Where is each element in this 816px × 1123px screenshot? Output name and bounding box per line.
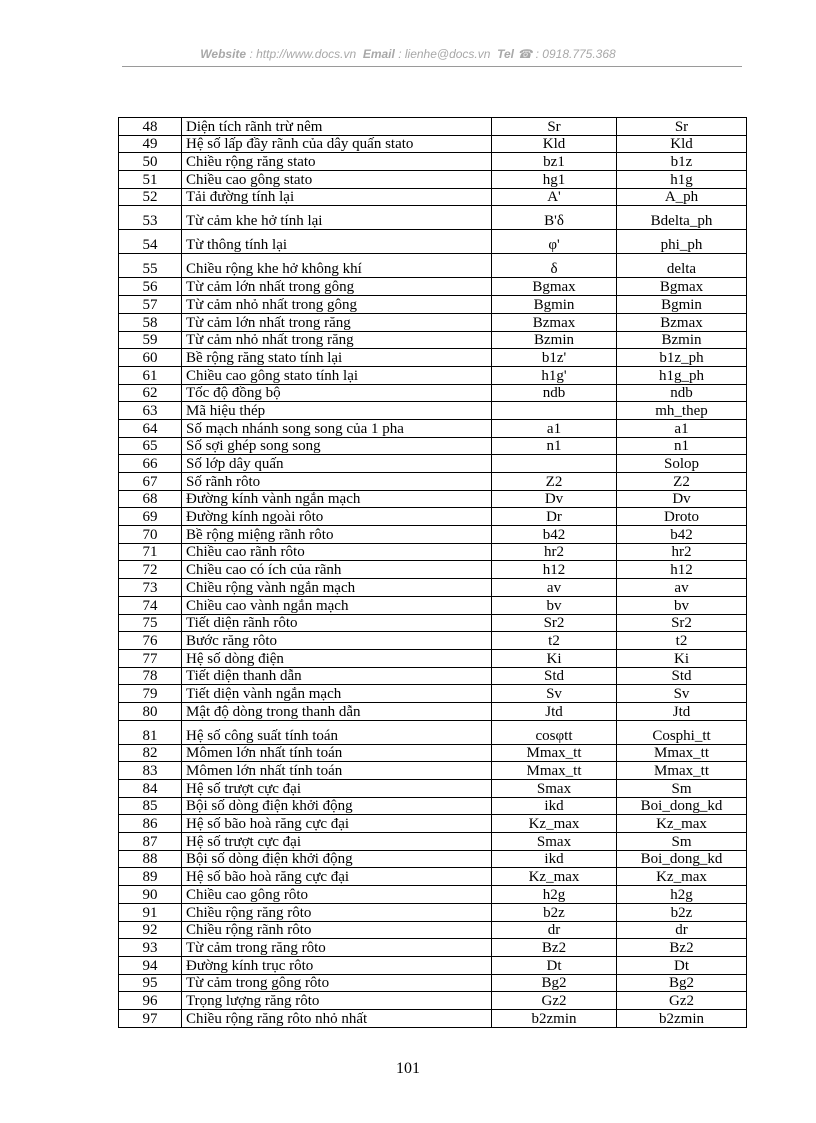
table-row	[119, 939, 747, 957]
row-symbol	[492, 402, 617, 420]
row-variable: Sr2	[617, 614, 747, 632]
table-row	[119, 455, 747, 473]
row-description: Hệ số dòng điện	[182, 649, 492, 667]
table-row	[119, 850, 747, 868]
row-description: Hệ số bão hoà răng cực đại	[182, 868, 492, 886]
table-row	[119, 649, 747, 667]
row-symbol: bv	[492, 596, 617, 614]
row-variable: Cosphi_tt	[617, 720, 747, 744]
table-row	[119, 254, 747, 278]
row-variable: Boi_dong_kd	[617, 797, 747, 815]
row-variable: av	[617, 579, 747, 597]
table-row	[119, 561, 747, 579]
row-symbol: Mmax_tt	[492, 744, 617, 762]
table-row	[119, 702, 747, 720]
row-variable: Ki	[617, 649, 747, 667]
row-description: Bước răng rôto	[182, 632, 492, 650]
row-number: 84	[119, 780, 182, 798]
row-symbol: h1g'	[492, 366, 617, 384]
row-number: 62	[119, 384, 182, 402]
row-description: Chiều rộng khe hở không khí	[182, 254, 492, 278]
table-row	[119, 437, 747, 455]
table-row	[119, 903, 747, 921]
row-symbol: Bgmin	[492, 296, 617, 314]
row-variable: Sr	[617, 118, 747, 136]
row-variable: Mmax_tt	[617, 762, 747, 780]
row-symbol: Kld	[492, 135, 617, 153]
row-symbol: bz1	[492, 153, 617, 171]
row-symbol: t2	[492, 632, 617, 650]
row-variable: dr	[617, 921, 747, 939]
row-number: 59	[119, 331, 182, 349]
email-value: : lienhe@docs.vn	[398, 47, 491, 61]
row-number: 90	[119, 886, 182, 904]
table-row	[119, 508, 747, 526]
row-variable: Bdelta_ph	[617, 206, 747, 230]
row-variable: n1	[617, 437, 747, 455]
row-variable: Z2	[617, 473, 747, 491]
row-number: 87	[119, 833, 182, 851]
row-variable: Kz_max	[617, 815, 747, 833]
row-number: 55	[119, 254, 182, 278]
row-description: Trọng lượng răng rôto	[182, 992, 492, 1010]
table-row	[119, 797, 747, 815]
row-description: Chiều cao gông stato tính lại	[182, 366, 492, 384]
table-row	[119, 685, 747, 703]
row-description: Tiết diện vành ngắn mạch	[182, 685, 492, 703]
row-number: 58	[119, 313, 182, 331]
row-number: 94	[119, 956, 182, 974]
row-number: 95	[119, 974, 182, 992]
row-variable: Sm	[617, 780, 747, 798]
row-number: 78	[119, 667, 182, 685]
row-description: Chiều rộng răng rôto nhỏ nhất	[182, 1009, 492, 1027]
row-symbol: Mmax_tt	[492, 762, 617, 780]
table-row	[119, 543, 747, 561]
row-variable: hr2	[617, 543, 747, 561]
row-number: 85	[119, 797, 182, 815]
row-number: 79	[119, 685, 182, 703]
row-symbol: b2zmin	[492, 1009, 617, 1027]
row-number: 66	[119, 455, 182, 473]
row-symbol: Kz_max	[492, 868, 617, 886]
table-body	[119, 118, 747, 1028]
row-description: Hệ số trượt cực đại	[182, 833, 492, 851]
table-row	[119, 419, 747, 437]
tel-value: ☎ : 0918.775.368	[517, 47, 616, 61]
row-variable: Mmax_tt	[617, 744, 747, 762]
row-description: Tiết diện rãnh rôto	[182, 614, 492, 632]
table-row	[119, 296, 747, 314]
page-header	[0, 47, 816, 61]
row-description: Tiết diện thanh dẫn	[182, 667, 492, 685]
row-variable: Sv	[617, 685, 747, 703]
row-symbol: B'δ	[492, 206, 617, 230]
row-symbol: Sr2	[492, 614, 617, 632]
row-number: 81	[119, 720, 182, 744]
row-symbol: Sv	[492, 685, 617, 703]
row-number: 83	[119, 762, 182, 780]
row-description: Chiều cao vành ngắn mạch	[182, 596, 492, 614]
row-description: Số rãnh rôto	[182, 473, 492, 491]
page-number: 101	[396, 1060, 420, 1077]
row-symbol: Bgmax	[492, 278, 617, 296]
row-number: 57	[119, 296, 182, 314]
row-number: 71	[119, 543, 182, 561]
row-description: Từ cảm lớn nhất trong gông	[182, 278, 492, 296]
row-number: 53	[119, 206, 182, 230]
table-row	[119, 118, 747, 136]
table-row	[119, 135, 747, 153]
row-variable: A_ph	[617, 188, 747, 206]
row-variable: mh_thep	[617, 402, 747, 420]
row-description: Bội số dòng điện khởi động	[182, 797, 492, 815]
row-symbol: Ki	[492, 649, 617, 667]
row-symbol: ikd	[492, 797, 617, 815]
row-symbol: Bg2	[492, 974, 617, 992]
row-variable: b1z	[617, 153, 747, 171]
row-symbol: Std	[492, 667, 617, 685]
row-description: Chiều rộng vành ngắn mạch	[182, 579, 492, 597]
row-symbol: hg1	[492, 171, 617, 189]
row-variable: Dt	[617, 956, 747, 974]
row-symbol: h12	[492, 561, 617, 579]
row-symbol: Dv	[492, 490, 617, 508]
row-description: Mômen lớn nhất tính toán	[182, 762, 492, 780]
table-row	[119, 815, 747, 833]
row-symbol: Sr	[492, 118, 617, 136]
row-variable: Solop	[617, 455, 747, 473]
row-variable: Kld	[617, 135, 747, 153]
row-number: 80	[119, 702, 182, 720]
row-number: 74	[119, 596, 182, 614]
row-variable: Gz2	[617, 992, 747, 1010]
row-variable: h1g	[617, 171, 747, 189]
row-symbol: b42	[492, 526, 617, 544]
row-number: 52	[119, 188, 182, 206]
row-symbol: cosφtt	[492, 720, 617, 744]
website-value: : http://www.docs.vn	[249, 47, 357, 61]
row-description: Mã hiệu thép	[182, 402, 492, 420]
table-row	[119, 206, 747, 230]
row-variable: t2	[617, 632, 747, 650]
row-description: Đường kính vành ngắn mạch	[182, 490, 492, 508]
email-label: Email	[362, 47, 395, 61]
row-number: 72	[119, 561, 182, 579]
row-number: 63	[119, 402, 182, 420]
row-variable: Droto	[617, 508, 747, 526]
row-variable: bv	[617, 596, 747, 614]
table-row	[119, 1009, 747, 1027]
table-row	[119, 402, 747, 420]
row-variable: Kz_max	[617, 868, 747, 886]
row-variable: Dv	[617, 490, 747, 508]
row-number: 51	[119, 171, 182, 189]
row-variable: a1	[617, 419, 747, 437]
row-description: Tốc độ đồng bộ	[182, 384, 492, 402]
tel-label: Tel	[497, 47, 514, 61]
row-symbol: Jtd	[492, 702, 617, 720]
row-symbol: A'	[492, 188, 617, 206]
row-number: 89	[119, 868, 182, 886]
row-number: 96	[119, 992, 182, 1010]
table-row	[119, 744, 747, 762]
table-row	[119, 614, 747, 632]
row-variable: Bz2	[617, 939, 747, 957]
table-row	[119, 921, 747, 939]
row-number: 48	[119, 118, 182, 136]
table-row	[119, 230, 747, 254]
row-symbol: Bzmax	[492, 313, 617, 331]
table-row	[119, 886, 747, 904]
row-symbol: b2z	[492, 903, 617, 921]
row-variable: phi_ph	[617, 230, 747, 254]
row-variable: b42	[617, 526, 747, 544]
row-number: 68	[119, 490, 182, 508]
row-variable: b1z_ph	[617, 349, 747, 367]
row-variable: Bg2	[617, 974, 747, 992]
row-description: Mật độ dòng trong thanh dẫn	[182, 702, 492, 720]
row-number: 82	[119, 744, 182, 762]
row-symbol: hr2	[492, 543, 617, 561]
row-description: Chiều cao có ích của rãnh	[182, 561, 492, 579]
row-description: Từ cảm nhỏ nhất trong gông	[182, 296, 492, 314]
row-number: 77	[119, 649, 182, 667]
row-symbol: av	[492, 579, 617, 597]
row-symbol: Smax	[492, 780, 617, 798]
parameter-table	[118, 117, 747, 1028]
row-variable: Std	[617, 667, 747, 685]
row-description: Mômen lớn nhất tính toán	[182, 744, 492, 762]
row-variable: Jtd	[617, 702, 747, 720]
table-row	[119, 331, 747, 349]
row-symbol: Bzmin	[492, 331, 617, 349]
table-row	[119, 579, 747, 597]
row-variable: ndb	[617, 384, 747, 402]
table-row	[119, 720, 747, 744]
table-row	[119, 833, 747, 851]
table-row	[119, 762, 747, 780]
table-row	[119, 667, 747, 685]
row-variable: Bzmax	[617, 313, 747, 331]
row-symbol: Bz2	[492, 939, 617, 957]
row-number: 92	[119, 921, 182, 939]
header-divider	[122, 66, 742, 67]
row-description: Đường kính trục rôto	[182, 956, 492, 974]
row-description: Từ cảm khe hở tính lại	[182, 206, 492, 230]
row-symbol: Z2	[492, 473, 617, 491]
row-variable: h12	[617, 561, 747, 579]
row-symbol: ikd	[492, 850, 617, 868]
row-description: Từ thông tính lại	[182, 230, 492, 254]
table-row	[119, 349, 747, 367]
row-variable: Bgmin	[617, 296, 747, 314]
row-description: Hệ số công suất tính toán	[182, 720, 492, 744]
row-number: 61	[119, 366, 182, 384]
row-symbol: a1	[492, 419, 617, 437]
row-variable: delta	[617, 254, 747, 278]
row-variable: h2g	[617, 886, 747, 904]
row-variable: Bzmin	[617, 331, 747, 349]
row-variable: Boi_dong_kd	[617, 850, 747, 868]
row-symbol	[492, 455, 617, 473]
row-description: Chiều cao gông stato	[182, 171, 492, 189]
row-symbol: b1z'	[492, 349, 617, 367]
row-number: 91	[119, 903, 182, 921]
row-symbol: φ'	[492, 230, 617, 254]
table-row	[119, 632, 747, 650]
table-row	[119, 596, 747, 614]
row-number: 93	[119, 939, 182, 957]
row-description: Từ cảm trong gông rôto	[182, 974, 492, 992]
row-symbol: n1	[492, 437, 617, 455]
row-description: Số mạch nhánh song song của 1 pha	[182, 419, 492, 437]
row-description: Tải đường tính lại	[182, 188, 492, 206]
row-description: Chiều cao gông rôto	[182, 886, 492, 904]
row-number: 73	[119, 579, 182, 597]
row-description: Chiều rộng răng stato	[182, 153, 492, 171]
row-variable: Bgmax	[617, 278, 747, 296]
row-variable: Sm	[617, 833, 747, 851]
row-number: 60	[119, 349, 182, 367]
row-description: Hệ số trượt cực đại	[182, 780, 492, 798]
row-variable: b2zmin	[617, 1009, 747, 1027]
row-description: Hệ số lấp đầy rãnh của dây quấn stato	[182, 135, 492, 153]
row-symbol: Kz_max	[492, 815, 617, 833]
row-number: 54	[119, 230, 182, 254]
row-number: 50	[119, 153, 182, 171]
row-symbol: Gz2	[492, 992, 617, 1010]
table-row	[119, 956, 747, 974]
table-row	[119, 473, 747, 491]
table-row	[119, 171, 747, 189]
table-row	[119, 188, 747, 206]
table-row	[119, 384, 747, 402]
row-description: Chiều rộng răng rôto	[182, 903, 492, 921]
row-description: Hệ số bão hoà răng cực đại	[182, 815, 492, 833]
row-number: 97	[119, 1009, 182, 1027]
row-symbol: ndb	[492, 384, 617, 402]
row-number: 67	[119, 473, 182, 491]
row-symbol: Dt	[492, 956, 617, 974]
row-description: Đường kính ngoài rôto	[182, 508, 492, 526]
row-variable: b2z	[617, 903, 747, 921]
row-number: 64	[119, 419, 182, 437]
row-description: Từ cảm lớn nhất trong răng	[182, 313, 492, 331]
table-row	[119, 992, 747, 1010]
table-row	[119, 313, 747, 331]
table-row	[119, 868, 747, 886]
row-description: Số lớp dây quấn	[182, 455, 492, 473]
row-number: 76	[119, 632, 182, 650]
table-row	[119, 366, 747, 384]
row-description: Từ cảm trong răng rôto	[182, 939, 492, 957]
row-number: 86	[119, 815, 182, 833]
row-description: Bề rộng miệng rãnh rôto	[182, 526, 492, 544]
table-row	[119, 278, 747, 296]
row-number: 75	[119, 614, 182, 632]
row-description: Diện tích rãnh trừ nêm	[182, 118, 492, 136]
row-number: 56	[119, 278, 182, 296]
row-number: 49	[119, 135, 182, 153]
table-row	[119, 780, 747, 798]
website-label: Website	[200, 47, 247, 61]
row-number: 70	[119, 526, 182, 544]
row-description: Từ cảm nhỏ nhất trong răng	[182, 331, 492, 349]
row-number: 65	[119, 437, 182, 455]
row-symbol: δ	[492, 254, 617, 278]
row-description: Bề rộng răng stato tính lại	[182, 349, 492, 367]
table-row	[119, 153, 747, 171]
row-description: Chiều cao rãnh rôto	[182, 543, 492, 561]
table-row	[119, 974, 747, 992]
row-description: Số sợi ghép song song	[182, 437, 492, 455]
row-description: Bội số dòng điện khởi động	[182, 850, 492, 868]
row-symbol: Dr	[492, 508, 617, 526]
row-number: 88	[119, 850, 182, 868]
row-variable: h1g_ph	[617, 366, 747, 384]
row-description: Chiều rộng rãnh rôto	[182, 921, 492, 939]
row-symbol: h2g	[492, 886, 617, 904]
table-row	[119, 490, 747, 508]
table-row	[119, 526, 747, 544]
row-number: 69	[119, 508, 182, 526]
row-symbol: dr	[492, 921, 617, 939]
row-symbol: Smax	[492, 833, 617, 851]
